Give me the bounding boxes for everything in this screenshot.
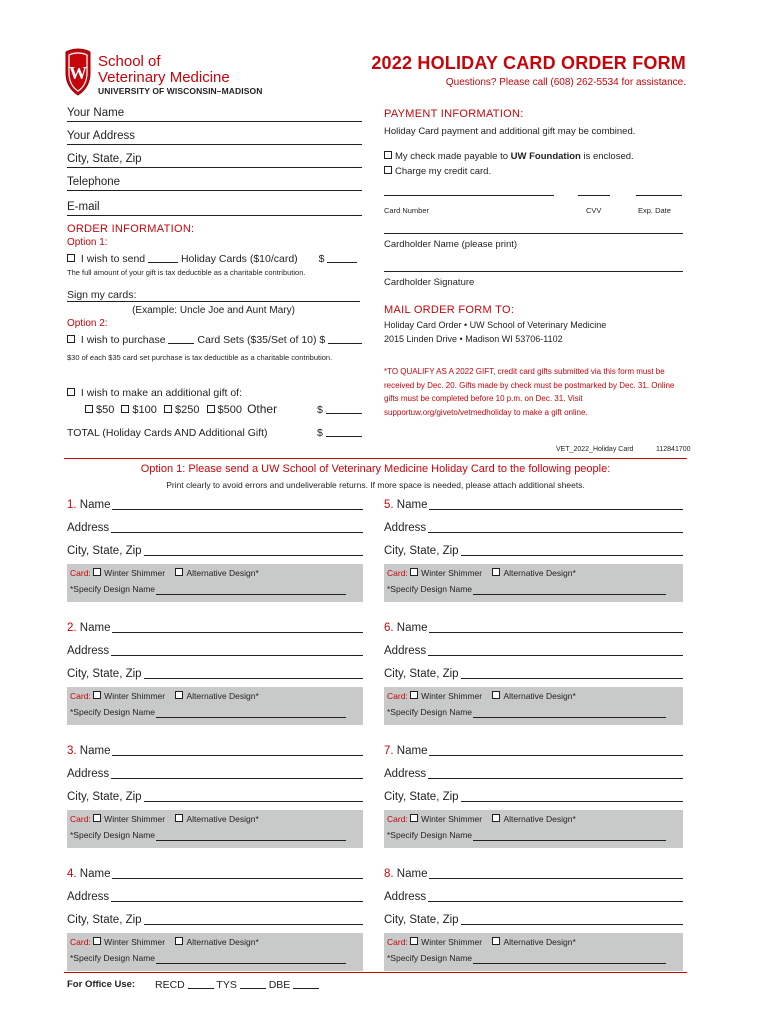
gift-other-label: Other xyxy=(247,402,278,416)
winter-shimmer-label: Winter Shimmer xyxy=(104,814,166,824)
svg-text:W: W xyxy=(69,63,87,83)
card-label: Card: xyxy=(387,937,408,947)
recipient-block-2 xyxy=(67,614,363,725)
gift-500-checkbox[interactable] xyxy=(207,405,215,413)
gift-dollar: $ xyxy=(317,404,323,416)
card-design-box xyxy=(384,933,683,971)
alternative-design-checkbox[interactable] xyxy=(492,814,500,822)
order-info-heading: ORDER INFORMATION: xyxy=(67,223,195,235)
specify-design-label: *Specify Design Name xyxy=(387,707,473,717)
card-number-line[interactable] xyxy=(384,195,554,196)
office-divider xyxy=(64,972,687,973)
alternative-design-checkbox[interactable] xyxy=(492,691,500,699)
recipient-block-1 xyxy=(67,491,363,602)
card-design-box xyxy=(384,687,683,725)
alternative-design-checkbox[interactable] xyxy=(175,814,183,822)
gift-250-checkbox[interactable] xyxy=(164,405,172,413)
qualify-note: *TO QUALIFY AS A 2022 GIFT, credit card gifts submitted via this form must be received by Dec. 20. Gifts made by check must be postmarked by Dec. 31. Online gifts must be completed before 10 p.m. on Dec. 31. Visit supportuw.org/giveto/vetmedholiday to make a gift online. xyxy=(384,367,675,417)
option1-amount-input[interactable] xyxy=(327,253,357,263)
questions-note: Questions? Please call (608) 262-5534 for assistance. xyxy=(445,77,686,88)
card-design-box xyxy=(384,810,683,848)
specify-design-label: *Specify Design Name xyxy=(387,830,473,840)
recipient-city-field[interactable] xyxy=(384,783,683,806)
option2-amount-input[interactable] xyxy=(328,334,362,344)
recipients-instruction: Print clearly to avoid errors and undeliverable returns. If more space is needed, please attach additional sheets. xyxy=(166,480,585,490)
option1-text: I wish to send xyxy=(80,253,146,265)
card-number-label: Card Number xyxy=(384,206,430,215)
gift-100-checkbox[interactable] xyxy=(121,405,129,413)
total-dollar: $ xyxy=(317,427,323,439)
charge-text: Charge my credit card. xyxy=(395,166,492,177)
cvv-label: CVV xyxy=(586,206,602,215)
recipient-name-field[interactable] xyxy=(384,860,683,883)
option1-dollar: $ xyxy=(318,253,325,265)
recipient-block-5 xyxy=(384,491,683,602)
specify-design-field[interactable] xyxy=(70,830,358,844)
section-divider xyxy=(64,458,687,459)
alternative-design-checkbox[interactable] xyxy=(175,937,183,945)
specify-design-field[interactable] xyxy=(387,830,678,844)
recipient-number: 1. xyxy=(67,499,77,511)
recipient-name-field[interactable] xyxy=(384,737,683,760)
recipient-number: 7. xyxy=(384,745,394,757)
sign-example: (Example: Uncle Joe and Aunt Mary) xyxy=(132,305,295,316)
recipient-number: 6. xyxy=(384,622,394,634)
recipient-address-field[interactable] xyxy=(67,760,363,783)
recipient-address-label: Address xyxy=(67,522,110,534)
recipient-address-label: Address xyxy=(67,891,110,903)
card-label: Card: xyxy=(70,691,91,701)
winter-shimmer-checkbox[interactable] xyxy=(410,691,418,699)
recipient-name-field[interactable] xyxy=(384,491,683,514)
charge-checkbox[interactable] xyxy=(384,166,392,174)
winter-shimmer-checkbox[interactable] xyxy=(93,937,101,945)
recipient-city-field[interactable] xyxy=(67,537,363,560)
winter-shimmer-checkbox[interactable] xyxy=(410,568,418,576)
recipient-address-label: Address xyxy=(384,891,427,903)
telephone-label: Telephone xyxy=(67,176,123,188)
recipient-city-field[interactable] xyxy=(384,660,683,683)
recipient-name-label: Name xyxy=(396,622,428,634)
total-label: TOTAL (Holiday Cards AND Additional Gift) xyxy=(67,427,268,439)
winter-shimmer-label: Winter Shimmer xyxy=(104,937,166,947)
card-label: Card: xyxy=(387,691,408,701)
dbe-input[interactable] xyxy=(293,979,319,989)
recipient-city-field[interactable] xyxy=(67,660,363,683)
form-title: 2022 HOLIDAY CARD ORDER FORM xyxy=(371,53,686,73)
recipient-name-field[interactable] xyxy=(67,860,363,883)
winter-shimmer-label: Winter Shimmer xyxy=(421,937,483,947)
telephone-field[interactable] xyxy=(67,176,362,192)
recipient-city-label: City, State, Zip xyxy=(384,914,459,926)
mail-address-line1: Holiday Card Order • UW School of Veterinary Medicine xyxy=(384,320,607,330)
recipient-block-7 xyxy=(384,737,683,848)
school-logo xyxy=(62,47,297,97)
option1-after-text: Holiday Cards ($10/card) xyxy=(180,253,298,265)
specify-design-field[interactable] xyxy=(70,707,358,721)
option1-row xyxy=(67,253,357,265)
payment-combined-note: Holiday Card payment and additional gift may be combined. xyxy=(384,126,636,137)
email-field[interactable] xyxy=(67,201,362,217)
recd-label: RECD xyxy=(155,979,185,991)
card-label: Card: xyxy=(70,814,91,824)
recipient-name-label: Name xyxy=(79,499,111,511)
gift-50-label: $50 xyxy=(96,404,115,416)
alternative-design-label: Alternative Design* xyxy=(503,937,576,947)
recipient-city-label: City, State, Zip xyxy=(67,914,142,926)
recipient-name-label: Name xyxy=(79,745,111,757)
gift-250-label: $250 xyxy=(174,404,200,416)
option1-label: Option 1: xyxy=(67,237,108,248)
winter-shimmer-checkbox[interactable] xyxy=(93,568,101,576)
recipient-number: 5. xyxy=(384,499,394,511)
option2-note: $30 of each $35 card set purchase is tax deductible as a charitable contribution. xyxy=(67,353,333,362)
mail-order-heading: MAIL ORDER FORM TO: xyxy=(384,304,515,316)
sign-cards-field[interactable] xyxy=(67,289,360,303)
winter-shimmer-checkbox[interactable] xyxy=(410,937,418,945)
winter-shimmer-label: Winter Shimmer xyxy=(104,691,166,701)
gift-50-checkbox[interactable] xyxy=(85,405,93,413)
recipient-address-field[interactable] xyxy=(384,883,683,906)
alternative-design-label: Alternative Design* xyxy=(186,691,259,701)
card-design-box xyxy=(67,687,363,725)
additional-gift-text: I wish to make an additional gift of: xyxy=(80,387,243,399)
form-code: VET_2022_Holiday Card xyxy=(556,446,634,453)
recipient-block-6 xyxy=(384,614,683,725)
mail-address-line2: 2015 Linden Drive • Madison WI 53706-1102 xyxy=(384,334,563,344)
gift-100-label: $100 xyxy=(132,404,157,416)
specify-design-field[interactable] xyxy=(387,584,678,598)
recipient-address-label: Address xyxy=(67,645,110,657)
specify-design-field[interactable] xyxy=(70,953,358,967)
recipient-address-field[interactable] xyxy=(67,883,363,906)
recipient-city-field[interactable] xyxy=(384,537,683,560)
option2-text: I wish to purchase xyxy=(80,334,166,346)
recipient-address-label: Address xyxy=(384,522,427,534)
card-design-box xyxy=(384,564,683,602)
card-label: Card: xyxy=(70,568,91,578)
recipient-name-field[interactable] xyxy=(384,614,683,637)
card-label: Card: xyxy=(387,814,408,824)
alternative-design-label: Alternative Design* xyxy=(186,568,259,578)
cardholder-name-label: Cardholder Name (please print) xyxy=(384,239,518,250)
additional-gift-row xyxy=(67,387,242,399)
recipient-address-field[interactable] xyxy=(67,514,363,537)
your-name-label: Your Name xyxy=(67,107,127,119)
recipient-block-8 xyxy=(384,860,683,971)
card-label: Card: xyxy=(387,568,408,578)
card-label: Card: xyxy=(70,937,91,947)
option2-checkbox[interactable] xyxy=(67,335,75,343)
recipient-name-label: Name xyxy=(79,868,111,880)
logo-school-of: School of xyxy=(98,53,161,70)
recipient-number: 4. xyxy=(67,868,77,880)
winter-shimmer-checkbox[interactable] xyxy=(410,814,418,822)
recipient-name-field[interactable] xyxy=(67,737,363,760)
alternative-design-checkbox[interactable] xyxy=(175,691,183,699)
recipient-number: 8. xyxy=(384,868,394,880)
alternative-design-checkbox[interactable] xyxy=(492,937,500,945)
recipient-city-label: City, State, Zip xyxy=(67,545,142,557)
cvv-line[interactable] xyxy=(578,195,610,196)
recipient-address-field[interactable] xyxy=(384,637,683,660)
gift-500-label: $500 xyxy=(217,404,242,416)
office-use-fields xyxy=(155,979,319,991)
recipient-city-label: City, State, Zip xyxy=(384,791,459,803)
alternative-design-checkbox[interactable] xyxy=(492,568,500,576)
recipient-city-field[interactable] xyxy=(384,906,683,929)
recipient-name-field[interactable] xyxy=(67,614,363,637)
alternative-design-label: Alternative Design* xyxy=(503,691,576,701)
card-design-box xyxy=(67,564,363,602)
option2-quantity-input[interactable] xyxy=(168,334,194,344)
option1-note: The full amount of your gift is tax deductible as a charitable contribution. xyxy=(67,268,306,277)
cardholder-signature-line[interactable] xyxy=(384,271,683,272)
recipient-address-field[interactable] xyxy=(67,637,363,660)
your-name-field[interactable] xyxy=(67,107,362,123)
recipient-city-field[interactable] xyxy=(67,783,363,806)
recipient-name-label: Name xyxy=(396,868,428,880)
alternative-design-label: Alternative Design* xyxy=(503,814,576,824)
exp-date-label: Exp. Date xyxy=(638,206,671,215)
specify-design-label: *Specify Design Name xyxy=(70,953,156,963)
form-number: 112841700 xyxy=(656,446,691,453)
recipient-city-field[interactable] xyxy=(67,906,363,929)
recipient-city-label: City, State, Zip xyxy=(67,668,142,680)
specify-design-field[interactable] xyxy=(387,953,678,967)
specify-design-label: *Specify Design Name xyxy=(387,953,473,963)
exp-date-line[interactable] xyxy=(636,195,682,196)
recipients-heading: Option 1: Please send a UW School of Veterinary Medicine Holiday Card to the following people: xyxy=(140,463,611,475)
recipient-name-field[interactable] xyxy=(67,491,363,514)
recipient-address-label: Address xyxy=(384,768,427,780)
recipient-city-label: City, State, Zip xyxy=(67,791,142,803)
cardholder-name-line[interactable] xyxy=(384,233,683,234)
office-use-label: For Office Use: xyxy=(67,979,136,990)
specify-design-field[interactable] xyxy=(387,707,678,721)
your-address-field[interactable] xyxy=(67,130,362,146)
your-address-label: Your Address xyxy=(67,130,138,142)
option1-checkbox[interactable] xyxy=(67,254,75,262)
specify-design-label: *Specify Design Name xyxy=(387,584,473,594)
recipient-address-field[interactable] xyxy=(384,514,683,537)
check-checkbox[interactable] xyxy=(384,151,392,159)
logo-veterinary-medicine: Veterinary Medicine xyxy=(98,69,230,86)
alternative-design-label: Alternative Design* xyxy=(503,568,576,578)
recipient-address-field[interactable] xyxy=(384,760,683,783)
recipient-block-4 xyxy=(67,860,363,971)
logo-university: UNIVERSITY OF WISCONSIN–MADISON xyxy=(98,86,263,96)
recipient-city-label: City, State, Zip xyxy=(384,545,459,557)
sign-cards-label: Sign my cards: xyxy=(67,289,139,301)
check-text-pre: My check made payable to xyxy=(395,151,511,162)
email-label: E-mail xyxy=(67,201,103,213)
alternative-design-label: Alternative Design* xyxy=(186,937,259,947)
winter-shimmer-checkbox[interactable] xyxy=(93,691,101,699)
payment-info-heading: PAYMENT INFORMATION: xyxy=(384,108,524,120)
recipient-block-3 xyxy=(67,737,363,848)
city-state-zip-label: City, State, Zip xyxy=(67,153,145,165)
uw-foundation-text: UW Foundation xyxy=(510,151,581,162)
tys-input[interactable] xyxy=(240,979,266,989)
gift-amounts xyxy=(85,402,277,416)
recipient-number: 3. xyxy=(67,745,77,757)
specify-design-label: *Specify Design Name xyxy=(70,830,156,840)
check-text-post: is enclosed. xyxy=(580,151,634,162)
winter-shimmer-checkbox[interactable] xyxy=(93,814,101,822)
specify-design-label: *Specify Design Name xyxy=(70,707,156,717)
tys-label: TYS xyxy=(216,979,237,991)
winter-shimmer-label: Winter Shimmer xyxy=(421,691,483,701)
check-row xyxy=(384,151,634,162)
total-amount-field[interactable] xyxy=(317,427,362,439)
charge-row xyxy=(384,166,491,177)
winter-shimmer-label: Winter Shimmer xyxy=(104,568,166,578)
card-design-box xyxy=(67,933,363,971)
option2-row xyxy=(67,334,362,346)
city-state-zip-field[interactable] xyxy=(67,153,362,169)
cardholder-signature-label: Cardholder Signature xyxy=(384,277,475,288)
option2-after-text: Card Sets ($35/Set of 10) $ xyxy=(197,334,326,346)
recipient-name-label: Name xyxy=(396,499,428,511)
recipient-city-label: City, State, Zip xyxy=(384,668,459,680)
alternative-design-checkbox[interactable] xyxy=(175,568,183,576)
winter-shimmer-label: Winter Shimmer xyxy=(421,814,483,824)
recipient-number: 2. xyxy=(67,622,77,634)
recd-input[interactable] xyxy=(188,979,214,989)
recipient-name-label: Name xyxy=(396,745,428,757)
recipient-address-label: Address xyxy=(384,645,427,657)
specify-design-field[interactable] xyxy=(70,584,358,598)
specify-design-label: *Specify Design Name xyxy=(70,584,156,594)
winter-shimmer-label: Winter Shimmer xyxy=(421,568,483,578)
dbe-label: DBE xyxy=(268,979,291,991)
recipient-name-label: Name xyxy=(79,622,111,634)
alternative-design-label: Alternative Design* xyxy=(186,814,259,824)
uw-crest-icon xyxy=(62,47,94,97)
gift-amount-field[interactable] xyxy=(317,404,362,416)
option2-label: Option 2: xyxy=(67,318,108,329)
recipient-address-label: Address xyxy=(67,768,110,780)
additional-gift-checkbox[interactable] xyxy=(67,388,75,396)
card-design-box xyxy=(67,810,363,848)
option1-quantity-input[interactable] xyxy=(148,253,178,263)
